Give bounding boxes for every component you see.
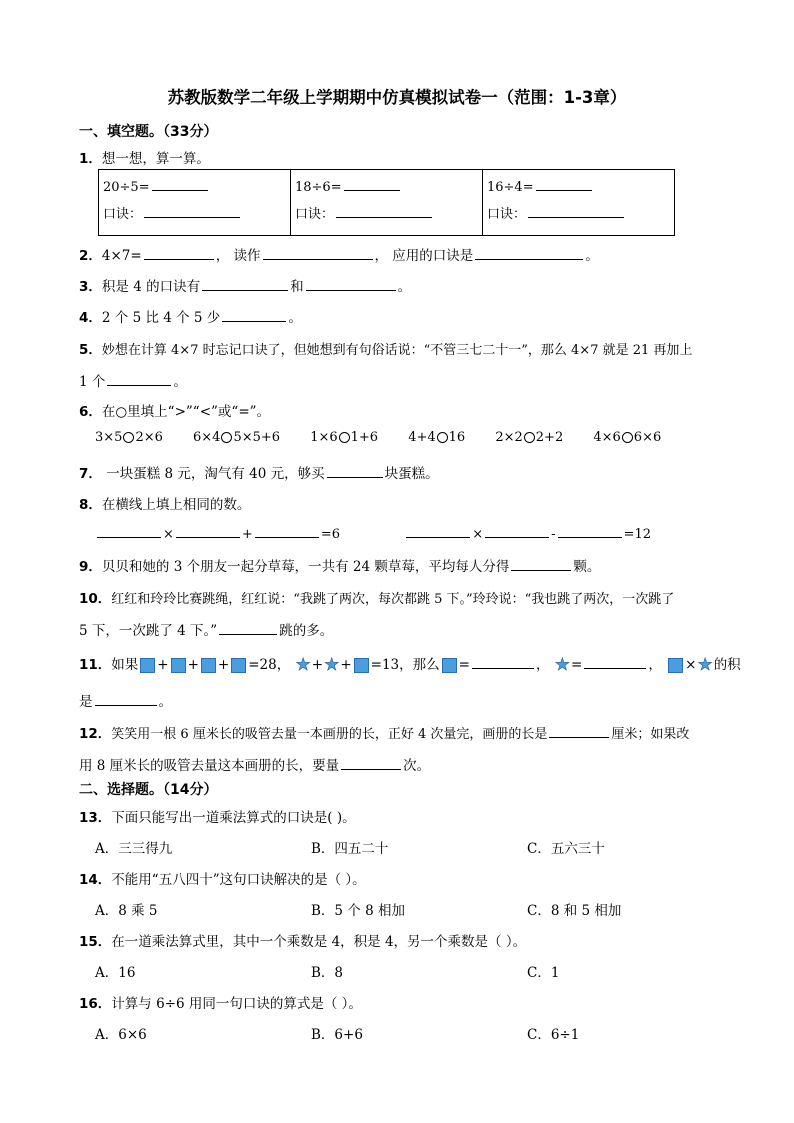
calc-expr: 18÷6= [295, 180, 342, 195]
question-5 [79, 338, 692, 358]
question-text: 和 [290, 279, 304, 295]
compare-row [95, 430, 687, 445]
question-6 [79, 400, 270, 420]
answer-blank[interactable] [475, 246, 583, 260]
question-text: ， 应用的口诀是 [374, 248, 474, 264]
compare-item: 2×2 2+2 [495, 430, 564, 445]
option-a[interactable]: A．16 [95, 965, 136, 981]
answer-blank[interactable] [584, 655, 646, 669]
question-number: 10． [79, 591, 112, 607]
answer-blank[interactable] [219, 621, 277, 635]
question-text: 不能用“五八四十”这句口诀解决的是（ ）。 [111, 872, 366, 888]
question-15 [79, 930, 526, 950]
answer-blank[interactable] [558, 524, 622, 538]
option-c[interactable]: C．1 [527, 965, 560, 981]
question-text: 下面只能写出一道乘法算式的口诀是( )。 [111, 810, 356, 826]
answer-blank[interactable] [549, 724, 609, 738]
question-number: 5． [79, 342, 102, 358]
compare-item: 1×6 1+6 [310, 430, 379, 445]
answer-blank[interactable] [528, 204, 624, 218]
compare-circle[interactable] [221, 432, 232, 443]
calc-cell [99, 170, 291, 236]
question-text: 。 [173, 374, 187, 390]
question-number: 9． [79, 559, 102, 575]
operator: - [551, 527, 556, 542]
question-number: 2． [79, 248, 102, 264]
question-9 [79, 555, 600, 575]
question-16 [79, 992, 362, 1012]
question-text: 2 个 5 比 4 个 5 少 [101, 310, 221, 326]
section-fill-in: 一、填空题。（33分） [79, 124, 218, 140]
compare-circle[interactable] [123, 432, 134, 443]
question-3 [79, 275, 411, 295]
operator: × [163, 527, 174, 542]
question-number: 7． [79, 466, 102, 482]
square-icon [201, 658, 216, 673]
answer-blank[interactable] [472, 655, 534, 669]
question-text: 厘米；如果改 [611, 727, 690, 742]
question-text: 块蛋糕。 [384, 466, 439, 482]
question-4 [79, 306, 302, 326]
option-c[interactable]: C．6÷1 [527, 1027, 580, 1043]
question-text: 5 下，一次跳了 4 下。” [79, 623, 218, 639]
rhyme-label: 口诀： [487, 207, 527, 222]
question-5-cont [79, 370, 187, 390]
option-b[interactable]: B．8 [311, 965, 344, 981]
rhyme-label: 口诀： [295, 207, 335, 222]
compare-circle[interactable] [339, 432, 350, 443]
star-icon: ★ [554, 655, 571, 675]
question-number: 14． [79, 872, 112, 888]
option-c[interactable]: C．8 和 5 相加 [527, 903, 622, 919]
compare-item: 6×4 5×5+6 [193, 430, 281, 445]
question-text: 积是 4 的口诀有 [101, 279, 201, 295]
question-text: 在一道乘法算式里，其中一个乘数是 4，积是 4，另一个乘数是（ ）。 [111, 934, 527, 950]
question-text: 。 [158, 694, 172, 710]
question-number: 13． [79, 810, 112, 826]
operator: × [472, 527, 484, 542]
answer-blank[interactable] [95, 692, 157, 706]
answer-blank[interactable] [97, 524, 161, 538]
question-text: 在○里填上“>”“<”或“=”。 [101, 404, 271, 420]
question-text: 红红和玲玲比赛跳绳，红红说：“我跳了两次，每次都跳 5 下。”玲玲说：“我也跳了两次，一次跳了 [111, 592, 675, 607]
question-text: 计算与 6÷6 用同一句口诀的算式是（ ）。 [111, 996, 362, 1012]
star-icon: ★ [295, 655, 311, 675]
page-title: 苏教版数学二年级上学期期中仿真模拟试卷一（范围：1-3章） [167, 88, 627, 107]
question-text: 如果 [111, 657, 139, 673]
answer-blank[interactable] [511, 557, 571, 571]
answer-blank[interactable] [176, 524, 240, 538]
answer-blank[interactable] [341, 756, 401, 770]
question-text: 一块蛋糕 8 元，淘气有 40 元，够买 [101, 466, 325, 482]
option-a[interactable]: A．8 乘 5 [95, 903, 158, 919]
question-12-cont [79, 754, 430, 774]
answer-blank[interactable] [255, 524, 319, 538]
question-text: 颗。 [573, 559, 601, 575]
compare-circle[interactable] [622, 432, 633, 443]
operator: + [241, 527, 253, 542]
option-b[interactable]: B．四五二十 [311, 841, 389, 857]
question-12 [79, 722, 689, 742]
question-number: 15． [79, 934, 112, 950]
compare-circle[interactable] [437, 432, 448, 443]
question-text: 妙想在计算 4×7 时忘记口诀了，但她想到有句俗话说：“不管三七二十一”，那么 4×7 就是 21 再加上 [101, 343, 693, 358]
question-number: 8． [79, 497, 102, 513]
compare-circle[interactable] [524, 432, 535, 443]
question-number: 11． [79, 657, 112, 673]
question-text: 用 8 厘米长的吸管去量这本画册的长，要量 [79, 758, 340, 774]
option-b[interactable]: B．6+6 [311, 1027, 363, 1043]
question-text: 。 [585, 248, 599, 264]
question-number: 1． [79, 151, 102, 167]
option-b[interactable]: B．5 个 8 相加 [311, 903, 405, 919]
equation-result: =12 [623, 527, 652, 542]
question-number: 3． [79, 279, 102, 295]
question-1 [79, 147, 210, 167]
square-icon [171, 658, 186, 673]
question-text: 次。 [403, 758, 431, 774]
question-8 [79, 493, 250, 513]
question-11-cont [79, 690, 172, 710]
calc-table [98, 169, 675, 236]
compare-item: 4×6 6×6 [593, 430, 662, 445]
answer-blank[interactable] [152, 177, 208, 191]
question-text: 在横线上填上相同的数。 [101, 497, 251, 513]
answer-blank[interactable] [344, 177, 400, 191]
option-c[interactable]: C．五六三十 [527, 841, 605, 857]
question-text: 。 [288, 310, 302, 326]
answer-blank[interactable] [202, 277, 288, 291]
question-text: 1 个 [79, 374, 106, 390]
question-10-cont [79, 619, 333, 639]
question-number: 16． [79, 996, 112, 1012]
question-text: 笑笑用一根 6 厘米长的吸管去量一本画册的长，正好 4 次量完，画册的长是 [111, 727, 548, 742]
calc-expr: 16÷4= [487, 180, 534, 195]
question-text: ， 读作 [215, 248, 261, 264]
square-icon [354, 658, 369, 673]
question-text: 是 [79, 694, 93, 710]
section-choice: 二、选择题。（14分） [79, 782, 218, 798]
question-number: 6． [79, 404, 102, 420]
option-a[interactable]: A．三三得九 [95, 841, 173, 857]
question-13 [79, 806, 356, 826]
question-text: 4×7= [101, 248, 142, 264]
answer-blank[interactable] [406, 524, 470, 538]
answer-blank[interactable] [485, 524, 549, 538]
star-icon: ★ [697, 655, 713, 675]
question-text: 跳的多。 [279, 623, 334, 639]
answer-blank[interactable] [144, 246, 214, 260]
answer-blank[interactable] [536, 177, 592, 191]
rhyme-label: 口诀： [103, 207, 143, 222]
question-14 [79, 868, 366, 888]
question-number: 4． [79, 310, 102, 326]
question-2 [79, 244, 599, 264]
answer-blank[interactable] [222, 308, 286, 322]
answer-blank[interactable] [263, 246, 373, 260]
question-10 [79, 587, 674, 607]
compare-item: 3×5 2×6 [95, 430, 163, 445]
square-icon [140, 658, 155, 673]
calc-cell [291, 170, 483, 236]
question-7 [79, 462, 439, 482]
square-icon [442, 658, 457, 673]
question-text: 。 [397, 279, 412, 295]
answer-blank[interactable] [306, 277, 396, 291]
answer-blank[interactable] [327, 464, 383, 478]
square-icon [668, 658, 683, 673]
question-number: 12． [79, 726, 112, 742]
answer-blank[interactable] [336, 204, 432, 218]
question-text: 贝贝和她的 3 个朋友一起分草莓，一共有 24 颗草莓，平均每人分得 [101, 559, 510, 575]
star-icon: ★ [324, 655, 340, 675]
calc-cell [483, 170, 675, 236]
answer-blank[interactable] [107, 372, 171, 386]
question-text: 想一想，算一算。 [101, 151, 210, 167]
equation-result: =6 [320, 527, 340, 542]
question-11: 11．如果 + + + =28， ★+★+ =13，那么 = ， ★= ， ×★的积 [79, 655, 741, 675]
option-a[interactable]: A．6×6 [95, 1027, 147, 1043]
calc-expr: 20÷5= [103, 180, 150, 195]
compare-item: 4+4 16 [408, 430, 466, 445]
same-number-row [95, 524, 651, 542]
square-icon [231, 658, 246, 673]
answer-blank[interactable] [144, 204, 240, 218]
